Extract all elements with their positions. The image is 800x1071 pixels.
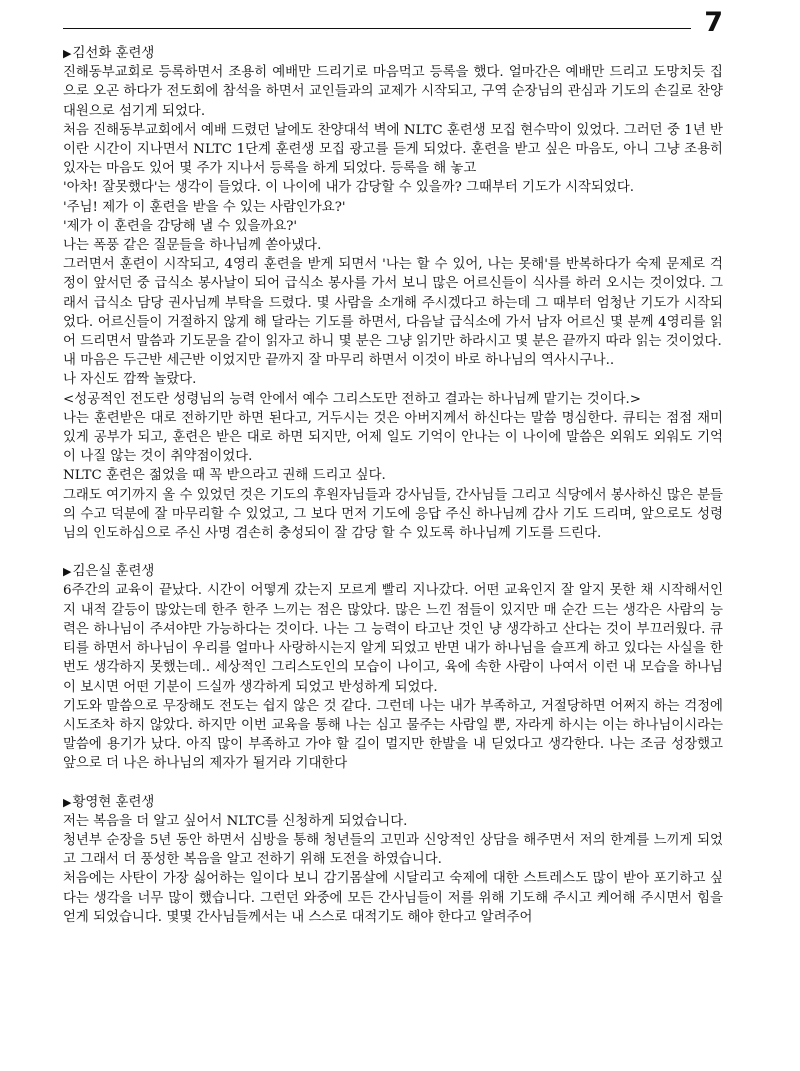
triangle-bullet-icon: ▶ <box>63 795 72 809</box>
paragraph: 그러면서 훈련이 시작되고, 4영리 훈련을 받게 되면서 '나는 할 수 있어, 나는 못해'를 반복하다가 숙제 문제로 걱정이 앞서던 중 급식소 봉사날이 되어 급식소 봉사를 가서 보니 많은 어르신들이 식사를 하러 오시는 것이었다. 그래서 급식소 담당 권사님께 부탁을 드렸다. 몇 사람을 소개해 주시겠다고 하는데 그 때부터 엄청난 기도가 시작되었다. 어르신들이 거절하지 않게 해 달라는 기도를 하면서, 다음날 급식소에 가서 남자 어르신 몇 분께 4영리를 읽어 드리면서 말씀과 기도문을 같이 읽자고 하니 몇 분은 그냥 읽기만 하라시고 몇 분은 끝까지 따라 읽는 것이었다. <box>63 257 723 350</box>
section-heading <box>63 793 723 812</box>
paragraph: '아차! 잘못했다'는 생각이 들었다. 이 나이에 내가 감당할 수 있을까? 그때부터 기도가 시작되었다. <box>63 180 635 196</box>
paragraph: 나는 폭풍 같은 질문들을 하나님께 쏟아냈다. <box>63 238 322 254</box>
paragraph: 기도와 말씀으로 무장해도 전도는 쉽지 않은 것 같다. 그런데 나는 내가 부족하고, 거절당하면 어쩌지 하는 걱정에 시도조차 하지 않았다. 하지만 이번 교육을 통해 나는 심고 물주는 사람일 뿐, 자라게 하시는 이는 하나님이시라는 말씀에 용기가 났다. 아직 많이 부족하고 가야 할 길이 멀지만 한발을 내 딛었다고 생각한다. 나는 조금 성장했고 앞으로 더 나은 하나님의 제자가 될거라 기대한다 <box>63 698 723 772</box>
paragraph: '주님! 제가 이 훈련을 받을 수 있는 사람인가요?' <box>63 199 346 215</box>
triangle-bullet-icon: ▶ <box>63 565 72 579</box>
testimony-section <box>63 793 723 927</box>
testimony-section <box>63 562 723 773</box>
section-heading-text: 김은실 훈련생 <box>72 564 155 580</box>
section-heading <box>63 562 723 581</box>
section-heading-text: 황영현 훈련생 <box>72 794 155 810</box>
paragraph: 저는 복음을 더 알고 싶어서 NLTC를 신청하게 되었습니다. <box>63 813 408 829</box>
paragraph: <성공적인 전도란 성령님의 능력 안에서 예수 그리스도만 전하고 결과는 하나님께 맡기는 것이다.> <box>63 391 641 407</box>
paragraph: '제가 이 훈련을 감당해 낼 수 있을까요?' <box>63 218 298 234</box>
paragraph: 처음 진해동부교회에서 예배 드렸던 날에도 찬양대석 벽에 NLTC 훈련생 모집 현수막이 있었다. 그러던 중 1년 반이란 시간이 지나면서 NLTC 1단계 훈련생 모집 광고를 듣게 되었다. 훈련을 받고 싶은 마음도, 아니 그냥 조용히 있자는 마음도 있어 몇 주가 지나서 등록을 하게 되었다. 등록을 해 놓고 <box>63 122 723 177</box>
paragraph: 6주간의 교육이 끝났다. 시간이 어떻게 갔는지 모르게 빨리 지나갔다. 어떤 교육인지 잘 알지 못한 채 시작해서인지 내적 갈등이 많았는데 한주 한주 느끼는 점은 많았다. 많은 느낀 점들이 있지만 매 순간 드는 생각은 사람의 능력은 하나님이 주셔야만 가능하다는 것이다. 나는 그 능력이 타고난 것인 냥 생각하고 산다는 것이 부끄러웠다. 큐티를 하면서 하나님이 우리를 얼마나 사랑하시는지 알게 되었고 반면 내가 하나님을 슬프게 하고 있다는 사실을 한 번도 생각하지 못했는데.. 세상적인 그리스도인의 모습이 나이고, 육에 속한 사람이 나여서 이런 내 모습을 하나님이 보시면 어떤 기분이 드실까 생각하게 되었고 반성하게 되었다. <box>63 583 724 695</box>
paragraph: NLTC 훈련은 젊었을 때 꼭 받으라고 권해 드리고 싶다. <box>63 468 386 484</box>
triangle-bullet-icon: ▶ <box>63 47 72 60</box>
section-heading <box>63 44 723 63</box>
article-body <box>63 44 723 927</box>
paragraph: 내 마음은 두근반 세근반 이었지만 끝까지 잘 마무리 하면서 이것이 바로 하나님의 역사시구나.. <box>63 353 615 369</box>
page-header <box>63 8 723 42</box>
paragraph: 청년부 순장을 5년 동안 하면서 심방을 통해 청년들의 고민과 신앙적인 상담을 해주면서 저의 한계를 느끼게 되었고 그래서 더 풍성한 복음을 알고 전하기 위해 도전을 하였습니다. <box>63 832 723 868</box>
paragraph: 나 자신도 깜짝 놀랐다. <box>63 372 197 388</box>
document-page <box>63 0 723 1071</box>
paragraph: 그래도 여기까지 올 수 있었던 것은 기도의 후원자님들과 강사님들, 간사님들 그리고 식당에서 봉사하신 많은 분들의 수고 덕분에 잘 마무리할 수 있었고, 그 보다 먼저 기도에 응답 주신 하나님께 감사 기도 드리며, 앞으로도 성령님의 인도하심으로 주신 사명 겸손히 충성되이 잘 감당 할 수 있도록 하나님께 기도를 드린다. <box>63 487 723 542</box>
header-rule <box>63 28 691 29</box>
paragraph: 나는 훈련받은 대로 전하기만 하면 된다고, 거두시는 것은 아버지께서 하신다는 말씀 명심한다. 큐티는 점점 재미있게 공부가 되고, 훈련은 받은 대로 하면 되지만, 어제 일도 기억이 안나는 이 나이에 말씀은 외워도 외워도 기억이 나질 않는 것이 취약점이었다. <box>63 410 723 465</box>
page-number: 7 <box>704 7 723 38</box>
section-heading-text: 김선화 훈련생 <box>72 46 155 61</box>
testimony-section <box>63 44 723 543</box>
paragraph: 처음에는 사탄이 가장 싫어하는 일이다 보니 감기몸살에 시달리고 숙제에 대한 스트레스도 많이 받아 포기하고 싶다는 생각을 너무 많이 했습니다. 그런던 와중에 모든 간사님들이 저를 위해 기도해 주시고 케어해 주시면서 힘을 얻게 되었습니다. 몇몇 간사님들께서는 내 스스로 대적기도 해야 한다고 알려주어 <box>63 871 723 925</box>
paragraph: 진해동부교회로 등록하면서 조용히 예배만 드리기로 마음먹고 등록을 했다. 얼마간은 예배만 드리고 도망치듯 집으로 오곤 하다가 전도회에 참석을 하면서 교인들과의 교제가 시작되고, 구역 순장님의 관심과 기도의 손길로 찬양대원으로 섬기게 되었다. <box>63 65 723 119</box>
